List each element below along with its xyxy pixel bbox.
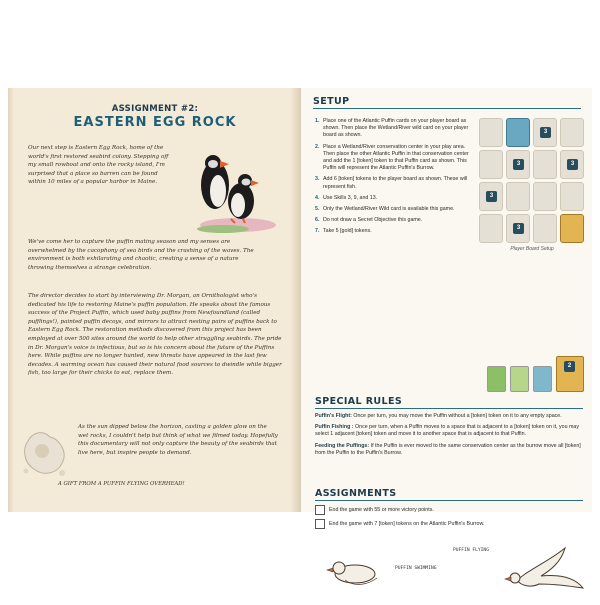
board-space (560, 150, 584, 179)
board-space (506, 150, 530, 179)
rule-puffins-flight: Puffin's Flight: Once per turn, you may move the Puffin without a [token] token on it to any empty space. (315, 413, 562, 419)
open-rulebook (8, 88, 592, 571)
setup-heading: SETUP (313, 96, 581, 109)
assignment-title: EASTERN EGG ROCK (73, 115, 237, 130)
page-gutter (290, 88, 300, 512)
setup-step-6: 6. Do not draw a Secret Objective this game. (315, 217, 423, 224)
board-space (506, 214, 530, 243)
puffin-card (506, 118, 530, 147)
player-board-setup (479, 118, 585, 252)
board-space (479, 118, 503, 147)
journal-paragraph-2: We've come her to capture the puffin mating season and my senses are overwhelmed by the cacophony of sea birds and the crashing of the waves. The environment is both exhilarating and chaotic, creating a sense of a nature throwing themselves a strange celebration. (28, 239, 254, 271)
board-space (479, 182, 503, 211)
skill-card (510, 366, 529, 392)
sketch-caption-flying: PUFFIN FLYING (453, 548, 489, 553)
fish-token: 3 (540, 127, 551, 138)
journal-paragraph-1: Our next step is Eastern Egg Rock, home of the world's first restored seabird colony. Stepping off my small rowboat and onto the rocky island, I'm surprised that a place so barren can be found within 10 miles of a popular harbor in Maine. (28, 145, 169, 186)
board-space (533, 118, 557, 147)
right-page (300, 88, 592, 571)
wild-card (560, 214, 584, 243)
skill-card (487, 366, 506, 392)
setup-step-2: 2. Place a Wetland/River conservation center in your play area. Then place the other Atlantic Puffin in that conservation center and add the 1 [token] token to that Puffin card as shown. This Puffin will represent the Atlantic Puffin's Burrow. (315, 143, 469, 172)
setup-steps (315, 118, 473, 240)
puffin-sketches (325, 544, 587, 600)
assignment-item: End the game with 7 [token] tokens on the Atlantic Puffin's Burrow. (315, 519, 583, 529)
assignment-item: End the game with 55 or more victory points. (315, 505, 583, 515)
board-space (560, 182, 584, 211)
skill-cards (487, 356, 584, 392)
checkbox[interactable] (315, 519, 325, 529)
burrow-token: 2 (564, 361, 575, 372)
setup-step-1: 1. Place one of the Atlantic Puffin cards on your player board as shown. Then place the Wetland/River wild card on your player board as shown. (315, 118, 469, 139)
sketch-caption-swimming: PUFFIN SWIMMING (395, 566, 437, 571)
rule-feeding-puffings: Feeding the Puffings: If the Puffin is ever moved to the same conservation center as the burrow move all [token] from the Puffin to the Puffin's Burrow. (315, 442, 581, 456)
stain-caption: A GIFT FROM A PUFFIN FLYING OVERHEAD! (58, 481, 185, 487)
setup-step-3: 3. Add 6 [token] tokens to the player board as shown. These will represent fish. (315, 176, 468, 190)
special-rules (315, 396, 583, 457)
puffin-illustration (183, 143, 278, 233)
board-space (533, 214, 557, 243)
left-page (8, 88, 300, 512)
board-space (506, 182, 530, 211)
assignments-heading: ASSIGNMENTS (315, 488, 583, 501)
special-rules-heading: SPECIAL RULES (315, 396, 583, 409)
fish-token: 3 (567, 159, 578, 170)
board-space (560, 118, 584, 147)
board-space (479, 214, 503, 243)
fish-token: 3 (513, 223, 524, 234)
setup-step-5: 5. Only the Wetland/River Wild card is available this game. (315, 206, 455, 213)
checkbox[interactable] (315, 505, 325, 515)
bird-dropping-stain (18, 423, 70, 481)
board-space (533, 150, 557, 179)
assignments (315, 488, 583, 529)
fish-token: 3 (486, 191, 497, 202)
skill-card (533, 366, 552, 392)
journal-paragraph-4: As the sun dipped below the horizon, casting a golden glow on the wet rocks, I couldn't help but think of what we filmed today. Hopefully this documentary will not only capture the beauty of the seabirds that live here, but inspire people to demand. (78, 424, 278, 456)
conservation-center-card (556, 356, 584, 392)
rule-puffin-fishing: Puffin Fishing : Once per turn, when a Puffin moves to a space that is adjacent to a [token] token on it, you may select 1 adjacent [token] token and move it to another space that is adjacent to that Puffin. (315, 424, 580, 438)
assignment-label: ASSIGNMENT #2: (111, 104, 199, 114)
setup-step-4: 4. Use Skills 3, 9, and 13. (315, 194, 378, 201)
fish-token: 3 (513, 159, 524, 170)
board-space (479, 150, 503, 179)
setup-step-7: 7. Take 5 [gold] tokens. (315, 228, 372, 235)
journal-paragraph-3: The director decides to start by interviewing Dr. Morgan, an Ornithologist who's dedicated his life to restoring Maine's puffin population. He speaks about the famous success of the Project Puffin, which used baby puffins from Newfoundland (called pufflings!), painted puffin decoys, and mirrors to attract nesting pairs of puffins back to Eastern Egg Rock. The restoration methods discovered from this project has been employed at over 500 sites around the world to help other struggling seabirds. The pride in Dr. Morgan's voice is infectious, but so is his concern about the future of the Puffins here. While puffins are no longer hunted, new threats have appeared in the last few decades. A warming ocean has caused their natural food sources to dwindle while bigger fish, too large for their chicks to eat, replace them. (28, 293, 282, 377)
board-space (533, 182, 557, 211)
board-caption: Player Board Setup (510, 246, 554, 252)
